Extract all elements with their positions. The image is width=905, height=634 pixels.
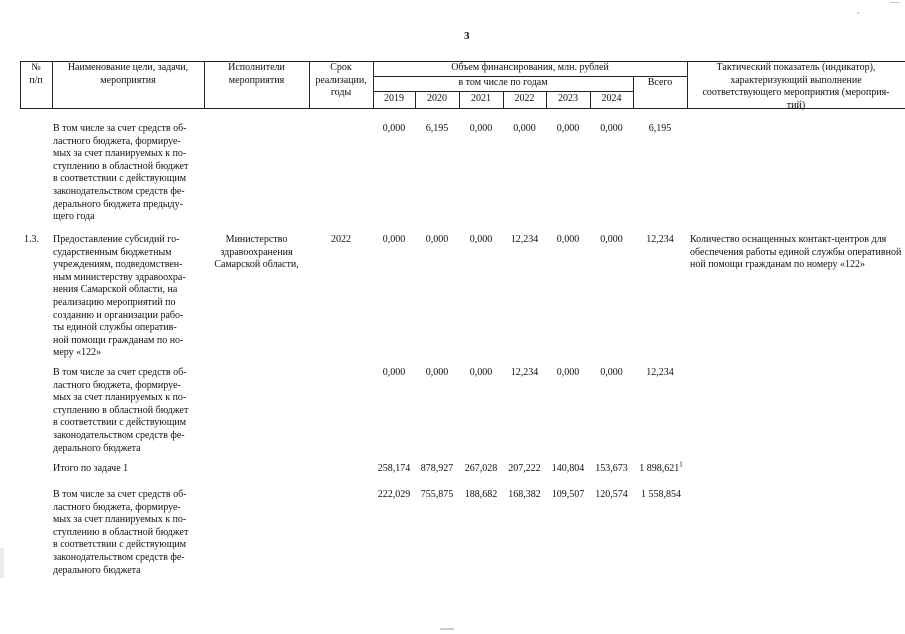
value-2024: 0,000: [600, 367, 623, 378]
value-2020: 755,875: [420, 489, 454, 500]
value-2021: 267,028: [464, 463, 498, 474]
value-2023: 0,000: [556, 234, 580, 245]
scan-speck: [440, 628, 454, 630]
footnote-mark: 1: [679, 460, 683, 469]
value-2019: 0,000: [382, 123, 406, 134]
value-2020: 6,195: [425, 123, 449, 134]
value-2019: 222,029: [377, 489, 411, 500]
value-2020: 0,000: [425, 367, 449, 378]
header-name: Наименование цели, задачи, мероприятия: [67, 62, 189, 86]
value-2024: 120,574: [595, 489, 628, 500]
value-2023: 140,804: [551, 463, 585, 474]
row-indicator: Количество оснащенных контакт-центров для обеспечения работы единой службы оперативной ной помощи гражданам по номеру «122»: [690, 234, 902, 271]
value-2019: 0,000: [382, 234, 406, 245]
value-2021: 0,000: [469, 123, 493, 134]
row-number: 1.3.: [24, 234, 39, 245]
value-2024: 0,000: [600, 234, 623, 245]
value-total: 6,195: [648, 123, 672, 134]
value-2021: 0,000: [469, 367, 493, 378]
value-2019: 0,000: [382, 367, 406, 378]
value-2019: 258,174: [377, 463, 411, 474]
value-2021: 0,000: [469, 234, 493, 245]
header-year: 2023: [558, 93, 578, 104]
value-2022: 207,222: [508, 463, 541, 474]
header-year: 2024: [601, 93, 622, 104]
value-2024: 0,000: [600, 123, 623, 134]
value-2023: 0,000: [556, 123, 580, 134]
value-2022: 12,234: [510, 234, 539, 245]
value-total: 1 558,854: [641, 489, 681, 500]
scan-speck: [890, 2, 900, 3]
value-2023: 109,507: [551, 489, 585, 500]
value-total: 12,234: [646, 234, 674, 245]
row-term: 2022: [331, 234, 351, 245]
page-number: 3: [464, 30, 470, 42]
scan-speck: [857, 12, 859, 14]
row-name: В том числе за счет средств об- ластного бюджета, формируе- мых за счет планируемых к по- ступлению в областной бюджет в соответствии с действующим законодательством средств фе- дерального бюджета: [53, 489, 189, 576]
value-2020: 878,927: [420, 463, 454, 474]
header-year: 2021: [471, 93, 491, 104]
value-2023: 0,000: [556, 367, 580, 378]
value-2021: 188,682: [464, 489, 498, 500]
value-total: 12,234: [646, 367, 674, 378]
header-year: 2022: [514, 93, 535, 104]
header-total: Всего: [647, 77, 673, 88]
row-name: В том числе за счет средств об- ластного бюджета, формируе- мых за счет планируемых к по- ступлению в областной бюджет в соответствии с действующим законодательством средств фе- дерального бюджета: [53, 367, 189, 454]
header-indicator: Тактический показатель (индикатор), характеризующий выполнение соответствующего мероприятия (мероприя- тий): [702, 62, 890, 111]
header-year: 2020: [427, 93, 447, 104]
header-number: № п/п: [29, 62, 43, 86]
header-funding: Объем финансирования, млн. рублей: [451, 62, 609, 73]
header-executors: Исполнители мероприятия: [228, 62, 285, 86]
row-name: Итого по задаче 1: [53, 463, 129, 474]
row-name: Предоставление субсидий го- сударственным бюджетным учреждениям, подведомствен- ным министерству здравоохра- нения Самарской области, на реализацию мероприятий по созданию и организации рабо- ты единой службы оператив- ной помощи гражданам по но- меру «122»: [53, 234, 186, 359]
value-total: 1 898,621$^1$: [639, 460, 683, 474]
header-by-years: в том числе по годам: [458, 77, 548, 88]
value-2024: 153,673: [595, 463, 628, 474]
header-term: Срок реализации, годы: [315, 62, 367, 99]
value-2022: 0,000: [513, 123, 536, 134]
row-name: В том числе за счет средств об- ластного бюджета, формируе- мых за счет планируемых к по- ступлению в областной бюджет в соответствии с действующим законодательством средств фе- дерального бюджета предыду- щего года: [53, 123, 189, 223]
value-2020: 0,000: [425, 234, 449, 245]
scan-speck: [0, 548, 4, 578]
header-year: 2019: [384, 93, 404, 104]
value-2022: 168,382: [508, 489, 541, 500]
value-2022: 12,234: [510, 367, 539, 378]
row-executor: Министерство здравоохранения Самарской области,: [214, 234, 299, 271]
